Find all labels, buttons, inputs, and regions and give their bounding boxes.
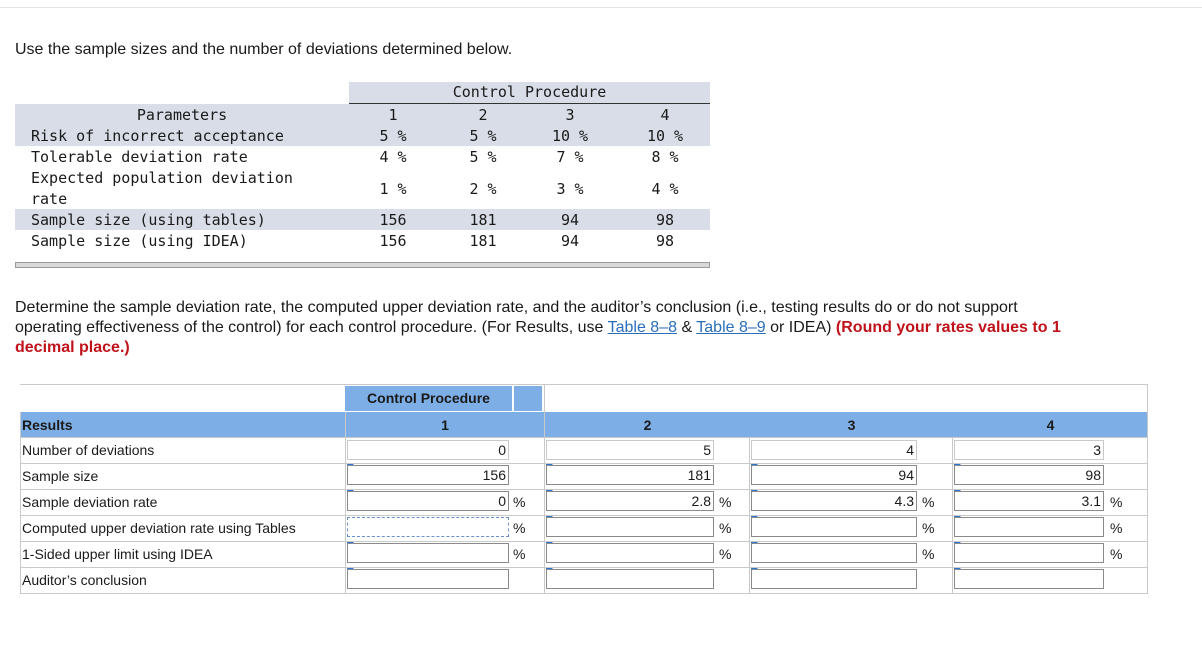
deviations-1: 0 bbox=[347, 440, 509, 460]
param-value: 5 % bbox=[469, 148, 497, 166]
param-value: 4 % bbox=[379, 148, 407, 166]
col-divider bbox=[952, 437, 953, 593]
sample-size-2[interactable]: 181 bbox=[546, 465, 714, 485]
param-row-label: Sample size (using tables) bbox=[31, 211, 266, 229]
param-row-label: Tolerable deviation rate bbox=[31, 148, 248, 166]
param-value: 7 % bbox=[556, 148, 584, 166]
param-value: 1 % bbox=[379, 180, 407, 198]
results-label: Results bbox=[22, 417, 73, 433]
col-divider bbox=[345, 412, 346, 593]
table-top-border bbox=[20, 384, 1148, 385]
instructions bbox=[15, 298, 1075, 358]
results-table bbox=[20, 384, 1148, 594]
row-label-upper-tables: Computed upper deviation rate using Tables bbox=[22, 520, 296, 536]
conclusion-3[interactable] bbox=[751, 569, 917, 589]
percent-sign: % bbox=[922, 520, 935, 536]
percent-sign: % bbox=[513, 494, 526, 510]
intro-text: Use the sample sizes and the number of deviations determined below. bbox=[15, 41, 513, 58]
parameters-table bbox=[15, 82, 710, 257]
param-header-row bbox=[15, 104, 710, 125]
param-value: 156 bbox=[379, 232, 407, 250]
param-col-2: 2 bbox=[478, 106, 488, 124]
deviation-rate-3[interactable]: 4.3 bbox=[751, 491, 917, 511]
parameters-label: Parameters bbox=[136, 106, 228, 124]
percent-sign: % bbox=[1110, 494, 1123, 510]
deviations-3: 4 bbox=[751, 440, 917, 460]
table-8-9-link[interactable]: Table 8–9 bbox=[696, 319, 766, 336]
row-label-upper-idea: 1-Sided upper limit using IDEA bbox=[22, 546, 213, 562]
percent-sign: % bbox=[922, 546, 935, 562]
param-value: 156 bbox=[379, 211, 407, 229]
param-value: 98 bbox=[655, 232, 675, 250]
sample-size-4[interactable]: 98 bbox=[954, 465, 1104, 485]
control-procedure-header: Control Procedure bbox=[345, 386, 512, 411]
row-divider bbox=[20, 489, 1148, 490]
param-row-label: Sample size (using IDEA) bbox=[31, 232, 248, 250]
percent-sign: % bbox=[922, 494, 935, 510]
deviation-rate-1[interactable]: 0 bbox=[347, 491, 509, 511]
param-value: 4 % bbox=[651, 180, 679, 198]
param-row-label: Risk of incorrect acceptance bbox=[31, 127, 284, 145]
param-value: 181 bbox=[469, 211, 497, 229]
results-col-3: 3 bbox=[847, 417, 856, 433]
param-value: 2 % bbox=[469, 180, 497, 198]
upper-tables-1[interactable] bbox=[347, 517, 509, 537]
sample-size-3[interactable]: 94 bbox=[751, 465, 917, 485]
deviation-rate-4[interactable]: 3.1 bbox=[954, 491, 1104, 511]
param-row bbox=[15, 167, 710, 209]
row-label-conclusion: Auditor’s conclusion bbox=[22, 572, 147, 588]
param-value: 5 % bbox=[469, 127, 497, 145]
param-value: 98 bbox=[655, 211, 675, 229]
param-value: 10 % bbox=[551, 127, 589, 145]
param-row-label: Expected population deviation bbox=[31, 169, 293, 187]
percent-sign: % bbox=[1110, 520, 1123, 536]
conclusion-2[interactable] bbox=[546, 569, 714, 589]
sample-size-1[interactable]: 156 bbox=[347, 465, 509, 485]
col-divider bbox=[544, 384, 545, 593]
instructions-text: Determine the sample deviation rate, the computed upper deviation rate, and the auditor’s conclusion (i.e., testing results do or do not support operating effectiveness of the control) for each control procedure. (For Results, use bbox=[15, 299, 1018, 336]
col-divider bbox=[1147, 384, 1148, 593]
percent-sign: % bbox=[719, 546, 732, 562]
percent-sign: % bbox=[513, 520, 526, 536]
col-divider bbox=[20, 412, 21, 593]
row-divider bbox=[20, 567, 1148, 568]
percent-sign: % bbox=[719, 520, 732, 536]
param-row bbox=[15, 209, 710, 230]
param-value: 94 bbox=[560, 211, 580, 229]
param-value: 181 bbox=[469, 232, 497, 250]
upper-tables-2[interactable] bbox=[546, 517, 714, 537]
conclusion-4[interactable] bbox=[954, 569, 1104, 589]
param-col-1: 1 bbox=[388, 106, 398, 124]
instructions-text-2: or IDEA) bbox=[765, 319, 836, 336]
row-divider bbox=[20, 437, 1148, 438]
parameters-scrollbar[interactable] bbox=[15, 262, 710, 268]
row-divider bbox=[20, 463, 1148, 464]
instructions-ampersand: & bbox=[677, 319, 697, 336]
param-row bbox=[15, 125, 710, 146]
results-col-2: 2 bbox=[643, 417, 652, 433]
percent-sign: % bbox=[513, 546, 526, 562]
percent-sign: % bbox=[719, 494, 732, 510]
col-divider bbox=[749, 437, 750, 593]
top-divider bbox=[0, 7, 1202, 8]
param-value: 94 bbox=[560, 232, 580, 250]
conclusion-1[interactable] bbox=[347, 569, 509, 589]
param-col-4: 4 bbox=[660, 106, 670, 124]
deviations-2: 5 bbox=[546, 440, 714, 460]
param-col-3: 3 bbox=[565, 106, 575, 124]
row-label-deviation-rate: Sample deviation rate bbox=[22, 494, 158, 510]
row-label-deviations: Number of deviations bbox=[22, 442, 155, 458]
deviation-rate-2[interactable]: 2.8 bbox=[546, 491, 714, 511]
upper-idea-1[interactable] bbox=[347, 543, 509, 563]
param-value: 8 % bbox=[651, 148, 679, 166]
param-row bbox=[15, 146, 710, 167]
param-value: 3 % bbox=[556, 180, 584, 198]
rounding-instruction: (Round your rates values to 1 decimal place.) bbox=[15, 319, 1061, 356]
deviations-4: 3 bbox=[954, 440, 1104, 460]
param-value: 5 % bbox=[379, 127, 407, 145]
param-value: 10 % bbox=[646, 127, 684, 145]
header-spacer bbox=[514, 386, 542, 411]
upper-idea-4[interactable] bbox=[954, 543, 1104, 563]
percent-sign: % bbox=[1110, 546, 1123, 562]
row-divider bbox=[20, 593, 1148, 594]
upper-idea-3[interactable] bbox=[751, 543, 917, 563]
param-row-label-cont: rate bbox=[31, 190, 68, 208]
param-row bbox=[15, 230, 710, 251]
results-col-4: 4 bbox=[1046, 417, 1055, 433]
row-label-sample-size: Sample size bbox=[22, 468, 99, 484]
upper-tables-3[interactable] bbox=[751, 517, 917, 537]
upper-idea-2[interactable] bbox=[546, 543, 714, 563]
results-col-1: 1 bbox=[441, 417, 449, 433]
control-procedure-header: Control Procedure bbox=[349, 82, 710, 104]
table-8-8-link[interactable]: Table 8–8 bbox=[607, 319, 677, 336]
upper-tables-4[interactable] bbox=[954, 517, 1104, 537]
